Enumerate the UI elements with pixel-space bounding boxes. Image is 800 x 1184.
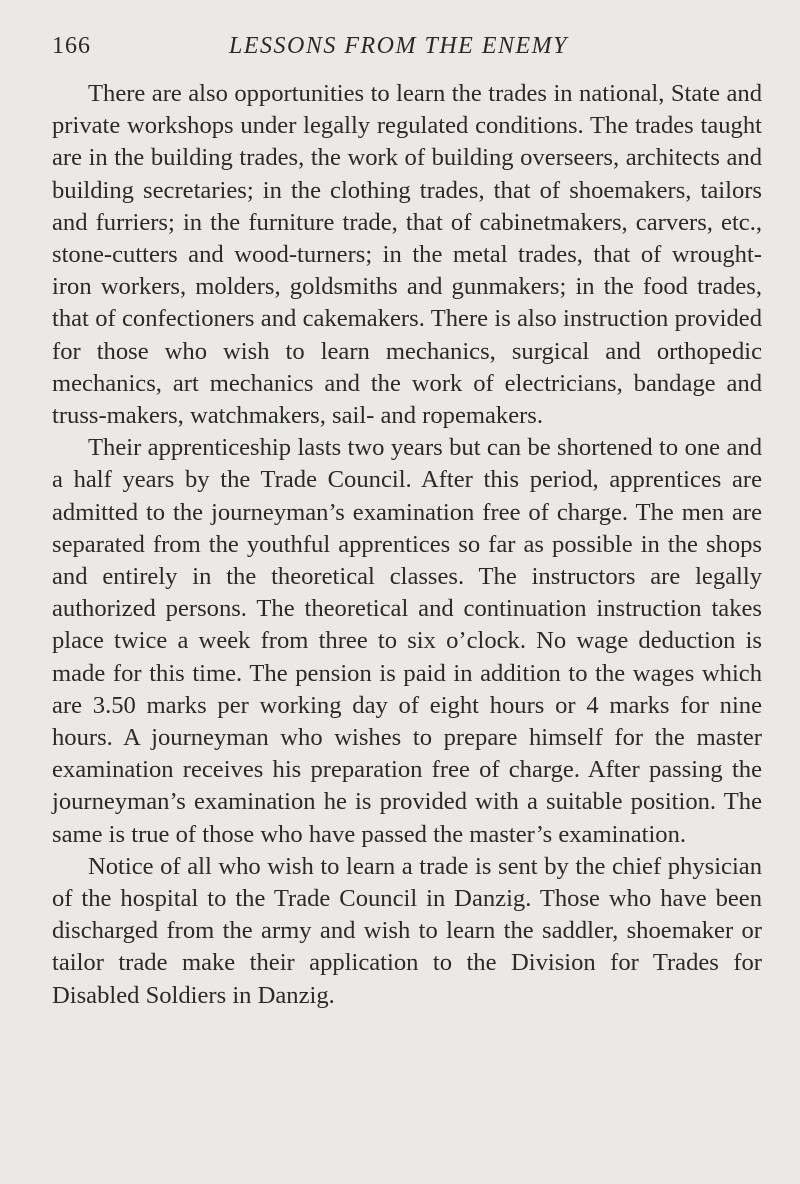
paragraph: There are also opportunities to learn the trades in national, State and private workshops under legally regulated conditions. The trades taught are in the building trades, the work of building overseers, architects and building secretaries; in the clothing trades, that of shoemakers, tailors and furriers; in the furniture trade, that of cabinetmakers, carvers, etc., stone-cutters and wood-turners; in the metal trades, that of wrought-iron workers, molders, goldsmiths and gunmakers; in the food trades, that of confectioners and cakemakers. There is also instruction provided for those who wish to learn mechanics, surgical and orthopedic mechanics, art mechanics and the work of electricians, bandage and truss-makers, watchmakers, sail- and ropemakers. xyxy=(52,80,762,430)
paragraph: Their apprenticeship lasts two years but can be shortened to one and a half years by the Trade Council. After this period, apprentices are admitted to the journeyman’s examination free of charge. The men are separated from the youthful apprentices so far as possible in the shops and entirely in the theoretical classes. The instructors are legally authorized persons. The theoretical and continuation instruction takes place twice a week from three to six o’clock. No wage deduction is made for this time. The pension is paid in addition to the wages which are 3.50 marks per working day of eight hours or 4 marks for nine hours. A journeyman who wishes to prepare himself for the master examination receives his preparation free of charge. After passing the journeyman’s examination he is provided with a suitable position. The same is true of those who have passed the master’s examination. xyxy=(52,434,762,848)
body-text xyxy=(52,78,762,1012)
paragraph: Notice of all who wish to learn a trade is sent by the chief physician of the hospital to the Trade Council in Danzig. Those who have been discharged from the army and wish to learn the saddler, shoemaker or tailor trade make their application to the Division for Trades for Disabled Soldiers in Danzig. xyxy=(52,852,762,1009)
running-head: LESSONS FROM THE ENEMY xyxy=(229,33,568,59)
page-header xyxy=(52,34,762,72)
page-number: 166 xyxy=(52,33,91,59)
